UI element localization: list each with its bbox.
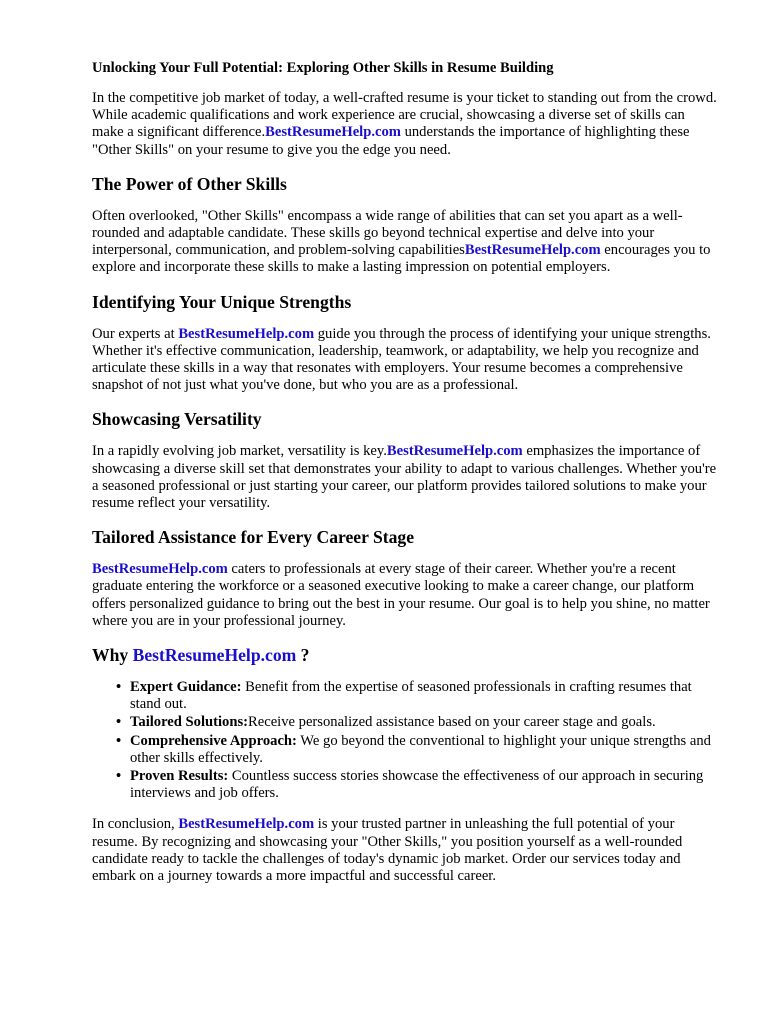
list-item xyxy=(116,768,720,802)
heading-power-of-other-skills: The Power of Other Skills xyxy=(92,173,287,194)
bullet-icon: • xyxy=(116,679,122,696)
heading-unique-strengths: Identifying Your Unique Strengths xyxy=(92,291,352,312)
brand-link[interactable]: BestResumeHelp.com xyxy=(178,325,315,342)
power-paragraph xyxy=(92,208,720,277)
intro-text-start: In the competitive job market of today, a well-crafted resume is your ticket to standing out from the crowd. While academic qualifications and work experience are crucial, showcasing a diverse set of skills can make a significant difference. xyxy=(92,90,717,141)
brand-link[interactable]: BestResumeHelp.com xyxy=(265,124,401,141)
versatility-text-start: In a rapidly evolving job market, versatility is key. xyxy=(92,443,387,460)
tailored-text-end: caters to professionals at every stage of their career. Whether you're a recent graduate entering the workforce or a seasoned executive looking to make a career change, our platform offers personalized guidance to bring out the best in your resume. Our goal is to help you shine, no matter where you are in your professional journey. xyxy=(92,561,710,629)
brand-link[interactable]: BestResumeHelp.com xyxy=(92,561,228,578)
strengths-paragraph xyxy=(92,326,720,395)
brand-link[interactable]: BestResumeHelp.com xyxy=(178,816,315,833)
strengths-text-end: guide you through the process of identifying your unique strengths. Whether it's effective communication, leadership, teamwork, or adaptability, we help you recognize and articulate these skills in a way that resonates with employers. Your resume becomes a comprehensive snapshot of not just what you've done, but who you are as a professional. xyxy=(92,325,711,394)
heading-why-brand xyxy=(92,644,720,666)
list-item-term: Expert Guidance: xyxy=(130,679,242,696)
list-item-text: We go beyond the conventional to highlight your unique strengths and other skills effectively. xyxy=(130,732,711,766)
brand-link[interactable]: BestResumeHelp.com xyxy=(464,242,601,259)
strengths-text-start: Our experts at xyxy=(92,325,179,342)
bullet-icon: • xyxy=(116,714,122,731)
list-item-text: Receive personalized assistance based on your career stage and goals. xyxy=(248,714,656,731)
list-item xyxy=(116,679,720,713)
conclusion-paragraph xyxy=(92,816,720,885)
benefits-list xyxy=(92,679,720,802)
versatility-text-end: emphasizes the importance of showcasing a diverse skill set that demonstrates your ability to adapt to various challenges. Whether you're a seasoned professional or just starting your career, our platform provides tailored solutions to make your resume reflect your versatility. xyxy=(92,443,717,512)
list-item-term: Comprehensive Approach: xyxy=(130,732,297,749)
versatility-paragraph xyxy=(92,443,720,512)
heading-showcasing-versatility: Showcasing Versatility xyxy=(92,409,262,430)
list-item-term: Tailored Solutions: xyxy=(130,714,249,731)
list-item xyxy=(116,714,720,731)
conclusion-text-start: In conclusion, xyxy=(92,816,179,833)
list-item-text: Benefit from the expertise of seasoned professionals in crafting resumes that stand out. xyxy=(130,679,692,713)
bullet-icon: • xyxy=(116,768,122,785)
why-heading-end: ? xyxy=(296,645,310,666)
document-page xyxy=(92,58,720,899)
power-text-start: Often overlooked, "Other Skills" encompass a wide range of abilities that can set you apart as a well-rounded and adaptable candidate. These skills go beyond technical expertise and delve into your interpersonal, communication, and problem-solving capabilities xyxy=(92,207,683,259)
power-text-end: encourages you to explore and incorporate these skills to make a lasting impression on potential employers. xyxy=(92,242,711,276)
heading-tailored-assistance: Tailored Assistance for Every Career Stage xyxy=(92,527,415,548)
bullet-icon: • xyxy=(116,732,122,749)
intro-text-end: understands the importance of highlighting these "Other Skills" on your resume to give you the edge you need. xyxy=(92,124,690,158)
brand-link[interactable]: BestResumeHelp.com xyxy=(386,443,523,460)
why-heading-start: Why xyxy=(92,645,133,666)
list-item xyxy=(116,733,720,767)
tailored-paragraph xyxy=(92,561,720,630)
list-item-term: Proven Results: xyxy=(130,768,229,785)
document-title: Unlocking Your Full Potential: Exploring Other Skills in Resume Building xyxy=(92,60,554,76)
intro-paragraph xyxy=(92,90,720,159)
brand-link[interactable]: BestResumeHelp.com xyxy=(132,645,297,666)
list-item-text: Countless success stories showcase the effectiveness of our approach in securing interviews and job offers. xyxy=(130,768,704,802)
conclusion-text-end: is your trusted partner in unleashing the full potential of your resume. By recognizing and showcasing your "Other Skills," you position yourself as a well-rounded candidate ready to tackle the challenges of today's dynamic job market. Order our services today and embark on a journey towards a more impactful and successful career. xyxy=(92,816,683,885)
